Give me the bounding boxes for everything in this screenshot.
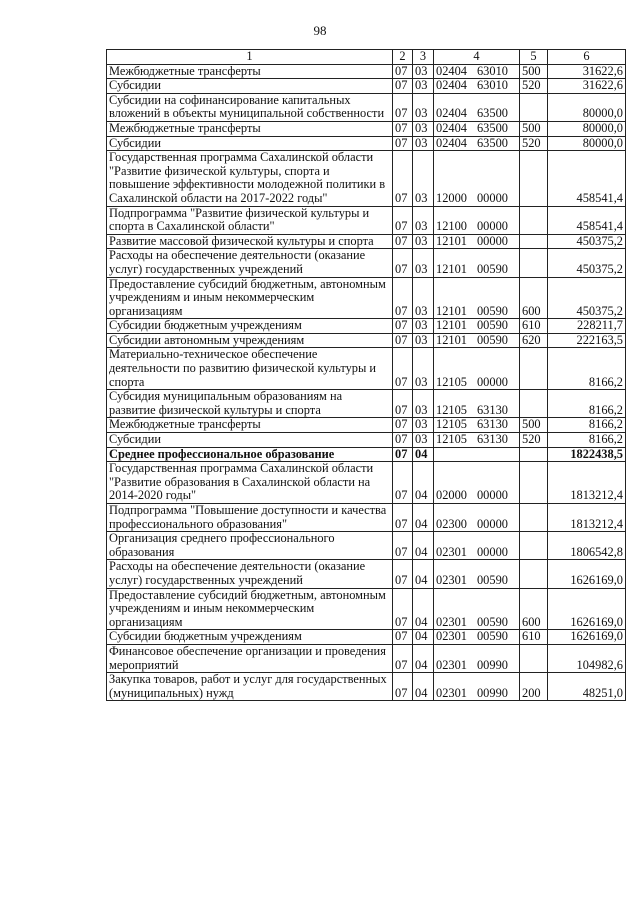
table-row — [107, 136, 626, 151]
cell-subsection: 03 — [413, 206, 434, 234]
cell-subsection: 03 — [413, 433, 434, 448]
cell-target-article — [434, 79, 520, 94]
cell-expense-type: 610 — [520, 319, 548, 334]
target-article-part2: 00590 — [476, 261, 508, 276]
cell-expense-type: 600 — [520, 277, 548, 319]
cell-amount: 450375,2 — [548, 234, 626, 249]
cell-subsection: 03 — [413, 418, 434, 433]
cell-name: Расходы на обеспечение деятельности (оказание услуг) государственных учреждений — [107, 560, 393, 588]
cell-expense-type: 610 — [520, 630, 548, 645]
table-row — [107, 234, 626, 249]
target-article-part1: 02301 — [436, 572, 467, 587]
cell-section: 07 — [393, 79, 413, 94]
cell-amount: 8166,2 — [548, 418, 626, 433]
cell-target-article — [434, 433, 520, 448]
cell-subsection: 03 — [413, 277, 434, 319]
cell-subsection: 03 — [413, 79, 434, 94]
target-article-part2: 00590 — [476, 332, 508, 347]
cell-section: 07 — [393, 93, 413, 121]
target-article-part1: 12101 — [436, 318, 467, 333]
cell-name: Межбюджетные трансферты — [107, 121, 393, 136]
cell-section: 07 — [393, 673, 413, 701]
target-article-part2: 00590 — [476, 614, 508, 629]
cell-target-article — [434, 447, 520, 462]
cell-target-article — [434, 532, 520, 560]
cell-subsection: 04 — [413, 630, 434, 645]
target-article-part1: 02000 — [436, 488, 467, 503]
cell-amount: 80000,0 — [548, 121, 626, 136]
cell-section: 07 — [393, 644, 413, 672]
cell-target-article — [434, 348, 520, 390]
cell-expense-type — [520, 348, 548, 390]
cell-section: 07 — [393, 447, 413, 462]
cell-amount: 8166,2 — [548, 348, 626, 390]
cell-amount: 1626169,0 — [548, 630, 626, 645]
cell-amount: 31622,6 — [548, 64, 626, 79]
cell-target-article — [434, 390, 520, 418]
cell-section: 07 — [393, 390, 413, 418]
cell-section: 07 — [393, 532, 413, 560]
target-article-part1: 02300 — [436, 516, 467, 531]
cell-amount: 450375,2 — [548, 277, 626, 319]
cell-section: 07 — [393, 249, 413, 277]
cell-expense-type — [520, 206, 548, 234]
cell-amount: 1626169,0 — [548, 588, 626, 630]
target-article-part2: 00990 — [476, 657, 508, 672]
cell-amount: 1822438,5 — [548, 447, 626, 462]
cell-section: 07 — [393, 560, 413, 588]
table-row — [107, 249, 626, 277]
cell-expense-type — [520, 532, 548, 560]
cell-expense-type — [520, 93, 548, 121]
cell-subsection: 04 — [413, 504, 434, 532]
target-article-part1: 02404 — [436, 63, 467, 78]
cell-amount: 31622,6 — [548, 79, 626, 94]
cell-target-article — [434, 319, 520, 334]
target-article-part1: 02301 — [436, 544, 467, 559]
page-number: 98 — [313, 23, 327, 38]
target-article-part1: 12105 — [436, 402, 467, 417]
cell-subsection: 03 — [413, 64, 434, 79]
target-article-part2: 00000 — [476, 544, 508, 559]
cell-section: 07 — [393, 136, 413, 151]
target-article-part1: 12101 — [436, 332, 467, 347]
cell-target-article — [434, 333, 520, 348]
target-article-part2: 00000 — [476, 190, 508, 205]
target-article-part1: 02404 — [436, 78, 467, 93]
cell-amount: 8166,2 — [548, 433, 626, 448]
target-article-part2: 63500 — [476, 106, 508, 121]
cell-subsection: 03 — [413, 333, 434, 348]
cell-expense-type: 200 — [520, 673, 548, 701]
target-article-part2: 00000 — [476, 374, 508, 389]
header-col-subsection: 3 — [413, 50, 434, 65]
target-article-part2: 63130 — [476, 432, 508, 447]
cell-expense-type: 600 — [520, 588, 548, 630]
cell-name: Организация среднего профессионального образования — [107, 532, 393, 560]
cell-subsection: 03 — [413, 93, 434, 121]
cell-expense-type: 500 — [520, 64, 548, 79]
table-row — [107, 64, 626, 79]
cell-section: 07 — [393, 206, 413, 234]
cell-target-article — [434, 64, 520, 79]
cell-subsection: 03 — [413, 151, 434, 206]
table-row — [107, 673, 626, 701]
cell-name: Предоставление субсидий бюджетным, автономным учреждениям и иным некоммерческим организациям — [107, 588, 393, 630]
header-col-amount: 6 — [548, 50, 626, 65]
cell-expense-type: 520 — [520, 433, 548, 448]
target-article-part1: 12000 — [436, 190, 467, 205]
cell-name: Среднее профессиональное образование — [107, 447, 393, 462]
table-row — [107, 390, 626, 418]
table-row — [107, 504, 626, 532]
cell-amount: 80000,0 — [548, 136, 626, 151]
cell-target-article — [434, 462, 520, 504]
cell-amount: 1813212,4 — [548, 504, 626, 532]
cell-section: 07 — [393, 319, 413, 334]
target-article-part1: 12105 — [436, 417, 467, 432]
cell-subsection: 03 — [413, 136, 434, 151]
cell-amount: 228211,7 — [548, 319, 626, 334]
target-article-part1: 12101 — [436, 303, 467, 318]
target-article-part1: 02301 — [436, 629, 467, 644]
cell-subsection: 04 — [413, 532, 434, 560]
cell-expense-type — [520, 447, 548, 462]
cell-subsection: 04 — [413, 560, 434, 588]
cell-section: 07 — [393, 277, 413, 319]
cell-name: Развитие массовой физической культуры и спорта — [107, 234, 393, 249]
table-row — [107, 93, 626, 121]
table-row — [107, 433, 626, 448]
cell-target-article — [434, 673, 520, 701]
cell-expense-type: 500 — [520, 121, 548, 136]
cell-expense-type — [520, 644, 548, 672]
target-article-part2: 63010 — [476, 63, 508, 78]
cell-name: Субсидии — [107, 136, 393, 151]
table-row — [107, 151, 626, 206]
table-row — [107, 206, 626, 234]
target-article-part2: 00590 — [476, 303, 508, 318]
cell-amount: 8166,2 — [548, 390, 626, 418]
cell-subsection: 03 — [413, 249, 434, 277]
target-article-part2: 00590 — [476, 629, 508, 644]
target-article-part1: 02404 — [436, 106, 467, 121]
cell-amount: 104982,6 — [548, 644, 626, 672]
target-article-part2: 00990 — [476, 685, 508, 700]
cell-name: Субсидии — [107, 433, 393, 448]
cell-expense-type: 620 — [520, 333, 548, 348]
target-article-part1: 12101 — [436, 233, 467, 248]
table-row — [107, 588, 626, 630]
target-article-part2: 00590 — [476, 572, 508, 587]
target-article-part1: 12105 — [436, 374, 467, 389]
cell-target-article — [434, 588, 520, 630]
cell-expense-type — [520, 560, 548, 588]
cell-subsection: 03 — [413, 121, 434, 136]
cell-name: Субсидия муниципальным образованиям на развитие физической культуры и спорта — [107, 390, 393, 418]
cell-subsection: 04 — [413, 588, 434, 630]
cell-name: Межбюджетные трансферты — [107, 418, 393, 433]
cell-subsection: 04 — [413, 447, 434, 462]
cell-name: Финансовое обеспечение организации и проведения мероприятий — [107, 644, 393, 672]
cell-expense-type — [520, 249, 548, 277]
target-article-part2: 00000 — [476, 516, 508, 531]
table-row — [107, 630, 626, 645]
cell-expense-type: 500 — [520, 418, 548, 433]
cell-target-article — [434, 234, 520, 249]
table-row — [107, 560, 626, 588]
target-article-part2: 63500 — [476, 135, 508, 150]
cell-amount: 222163,5 — [548, 333, 626, 348]
cell-section: 07 — [393, 418, 413, 433]
cell-expense-type: 520 — [520, 136, 548, 151]
cell-expense-type — [520, 390, 548, 418]
cell-name: Субсидии на софинансирование капитальных вложений в объекты муниципальной собственности — [107, 93, 393, 121]
table-row — [107, 462, 626, 504]
cell-target-article — [434, 644, 520, 672]
header-col-target-article: 4 — [434, 50, 520, 65]
target-article-part2: 00000 — [476, 219, 508, 234]
cell-subsection: 03 — [413, 319, 434, 334]
cell-target-article — [434, 151, 520, 206]
cell-amount: 458541,4 — [548, 151, 626, 206]
table-row — [107, 333, 626, 348]
budget-table — [106, 49, 626, 701]
cell-section: 07 — [393, 234, 413, 249]
cell-amount: 450375,2 — [548, 249, 626, 277]
cell-section: 07 — [393, 64, 413, 79]
target-article-part2: 63130 — [476, 402, 508, 417]
target-article-part1: 02404 — [436, 135, 467, 150]
cell-name: Субсидии — [107, 79, 393, 94]
cell-section: 07 — [393, 121, 413, 136]
cell-target-article — [434, 93, 520, 121]
cell-expense-type: 520 — [520, 79, 548, 94]
target-article-part1: 02301 — [436, 614, 467, 629]
cell-section: 07 — [393, 588, 413, 630]
cell-name: Подпрограмма "Повышение доступности и качества профессионального образования" — [107, 504, 393, 532]
table-row — [107, 447, 626, 462]
target-article-part2: 00000 — [476, 233, 508, 248]
cell-section: 07 — [393, 504, 413, 532]
cell-name: Субсидии бюджетным учреждениям — [107, 319, 393, 334]
cell-subsection: 03 — [413, 234, 434, 249]
cell-target-article — [434, 206, 520, 234]
target-article-part2: 63500 — [476, 120, 508, 135]
cell-amount: 1813212,4 — [548, 462, 626, 504]
header-col-expense-type: 5 — [520, 50, 548, 65]
target-article-part1: 02301 — [436, 657, 467, 672]
cell-amount: 1626169,0 — [548, 560, 626, 588]
target-article-part1: 12100 — [436, 219, 467, 234]
cell-expense-type — [520, 151, 548, 206]
cell-target-article — [434, 504, 520, 532]
table-header-row — [107, 50, 626, 65]
cell-target-article — [434, 560, 520, 588]
target-article-part1: 12105 — [436, 432, 467, 447]
cell-target-article — [434, 249, 520, 277]
cell-section: 07 — [393, 433, 413, 448]
table-row — [107, 644, 626, 672]
cell-section: 07 — [393, 630, 413, 645]
target-article-part2: 63130 — [476, 417, 508, 432]
target-article-part1: 02301 — [436, 685, 467, 700]
table-row — [107, 121, 626, 136]
cell-expense-type — [520, 504, 548, 532]
cell-expense-type — [520, 234, 548, 249]
cell-amount: 1806542,8 — [548, 532, 626, 560]
cell-name: Материально-техническое обеспечение деятельности по развитию физической культуры и спорта — [107, 348, 393, 390]
cell-section: 07 — [393, 151, 413, 206]
cell-subsection: 04 — [413, 673, 434, 701]
table-row — [107, 277, 626, 319]
cell-subsection: 04 — [413, 462, 434, 504]
target-article-part2: 00590 — [476, 318, 508, 333]
cell-name: Предоставление субсидий бюджетным, автономным учреждениям и иным некоммерческим организациям — [107, 277, 393, 319]
cell-amount: 80000,0 — [548, 93, 626, 121]
header-col-name: 1 — [107, 50, 393, 65]
cell-section: 07 — [393, 462, 413, 504]
table-row — [107, 418, 626, 433]
cell-name: Субсидии автономным учреждениям — [107, 333, 393, 348]
cell-name: Государственная программа Сахалинской области "Развитие физической культуры, спорта и повышение эффективности молодежной политики в Сахалинской области на 2017-2022 годы" — [107, 151, 393, 206]
target-article-part1: 02404 — [436, 120, 467, 135]
cell-amount: 48251,0 — [548, 673, 626, 701]
table-row — [107, 319, 626, 334]
cell-expense-type — [520, 462, 548, 504]
table-row — [107, 532, 626, 560]
table-row — [107, 348, 626, 390]
cell-subsection: 03 — [413, 348, 434, 390]
cell-section: 07 — [393, 333, 413, 348]
cell-target-article — [434, 136, 520, 151]
target-article-part2: 63010 — [476, 78, 508, 93]
cell-name: Межбюджетные трансферты — [107, 64, 393, 79]
header-col-section: 2 — [393, 50, 413, 65]
target-article-part1: 12101 — [436, 261, 467, 276]
cell-amount: 458541,4 — [548, 206, 626, 234]
cell-section: 07 — [393, 348, 413, 390]
cell-target-article — [434, 418, 520, 433]
cell-name: Закупка товаров, работ и услуг для государственных (муниципальных) нужд — [107, 673, 393, 701]
cell-target-article — [434, 277, 520, 319]
cell-target-article — [434, 121, 520, 136]
table-body — [107, 64, 626, 701]
cell-name: Субсидии бюджетным учреждениям — [107, 630, 393, 645]
table-row — [107, 79, 626, 94]
cell-name: Расходы на обеспечение деятельности (оказание услуг) государственных учреждений — [107, 249, 393, 277]
cell-name: Государственная программа Сахалинской области "Развитие образования в Сахалинской области на 2014-2020 годы" — [107, 462, 393, 504]
cell-name: Подпрограмма "Развитие физической культуры и спорта в Сахалинской области" — [107, 206, 393, 234]
target-article-part2: 00000 — [476, 488, 508, 503]
cell-subsection: 04 — [413, 644, 434, 672]
cell-target-article — [434, 630, 520, 645]
cell-subsection: 03 — [413, 390, 434, 418]
